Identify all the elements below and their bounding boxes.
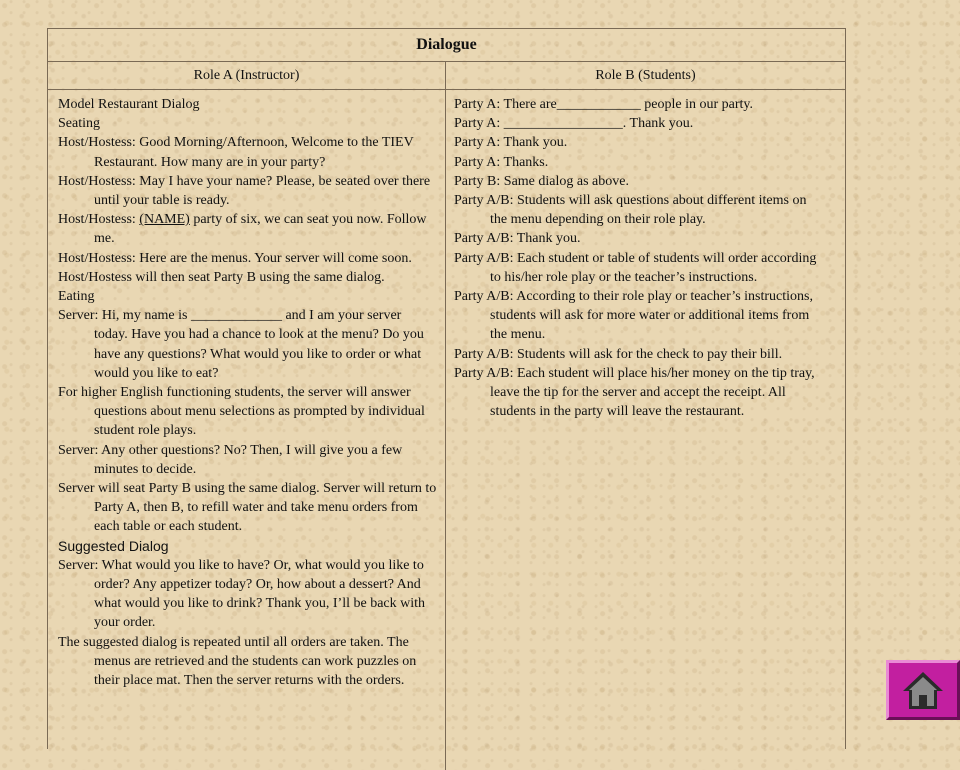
section-heading: Eating [58,289,95,305]
dialog-line: Host/Hostess: (NAME) party of six, we can seat you now. Follow me. [58,212,427,247]
role-a-header: Role A (Instructor) [48,62,446,89]
section-heading: Seating [58,116,100,132]
dialog-line: Server: Any other questions? No? Then, I will give you a few minutes to decide. [58,442,403,477]
dialog-line: Host/Hostess will then seat Party B using the same dialog. [58,269,385,285]
dialog-line: Party B: Same dialog as above. [454,173,629,189]
table-header-row [48,62,845,90]
dialog-line: Party A: Thanks. [454,154,549,170]
dialog-line: Model Restaurant Dialog [58,97,200,112]
dialog-line: Host/Hostess: May I have your name? Please, be seated over there until your table is ready. [58,173,431,209]
dialog-line: Host/Hostess: Good Morning/Afternoon, Welcome to the TIEV Restaurant. How many are in your party? [58,135,414,170]
dialog-line: The suggested dialog is repeated until all orders are taken. The menus are retrieved and the students can work puzzles on their place mat. Then the server returns with the orders. [58,634,417,689]
dialog-line: Server: Hi, my name is _____________ and I am your server today. Have you had a chance to look at the menu? Do you have any questions? What would you like to order or what would you like to eat? [58,308,424,381]
name-placeholder: (NAME) [139,212,190,228]
home-icon [901,669,945,713]
home-button[interactable] [886,660,960,720]
dialog-line: Party A: There are____________ people in our party. [454,97,753,112]
dialog-line: Party A: Thank you. [454,135,568,151]
dialogue-table [47,28,846,749]
dialog-line: Server will seat Party B using the same dialog. Server will return to Party A, then B, to refill water and take menu orders from each table or each student. [58,481,437,535]
dialog-line: Server: What would you like to have? Or, what would you like to order? Any appetizer today? Or, how about a dessert? And what would you like to drink? Thank you, I’ll be back with your order. [58,557,426,631]
role-a-column [58,95,438,690]
dialog-line: Party A/B: Students will ask questions about different items on the menu depending on their role play. [454,193,807,228]
dialog-line: Host/Hostess: Here are the menus. Your server will come soon. [58,250,412,266]
table-title: Dialogue [48,29,845,62]
dialog-line: Party A/B: Each student will place his/her money on the tip tray, leave the tip for the server and accept the receipt. All students in the party will leave the restaurant. [454,365,815,420]
dialog-line: Party A/B: Students will ask for the check to pay their bill. [454,346,783,362]
dialog-line: Party A/B: According to their role play or teacher’s instructions, students will ask for more water or additional items from the menu. [454,289,813,343]
section-heading: Suggested Dialog [58,537,169,554]
dialog-line: Party A: _________________. Thank you. [454,116,694,132]
dialog-line: Party A/B: Thank you. [454,231,581,247]
dialog-line: Party A/B: Each student or table of students will order according to his/her role play or the teacher’s instructions. [454,250,817,285]
dialog-line: For higher English functioning students, the server will answer questions about menu selections as prompted by individual student role plays. [58,385,425,439]
column-divider [445,90,446,770]
role-b-header: Role B (Students) [595,67,696,83]
role-b-column [454,95,826,421]
